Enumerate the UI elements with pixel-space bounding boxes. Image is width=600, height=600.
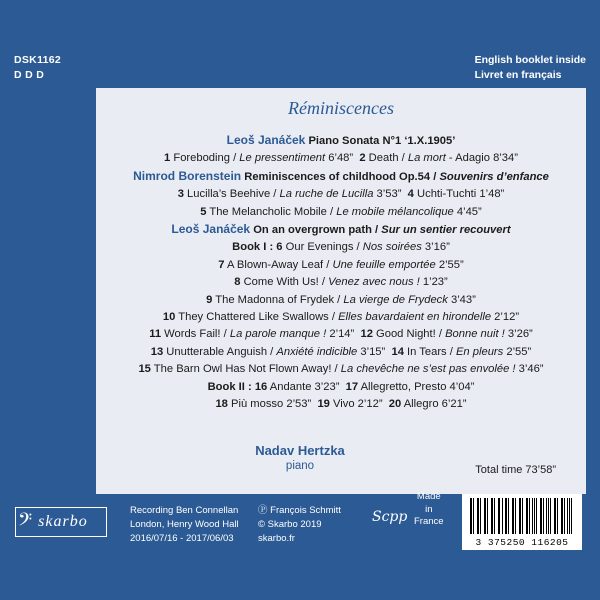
track-row	[96, 396, 586, 413]
booklet-info	[475, 53, 586, 83]
composer: Nimrod Borenstein	[133, 168, 242, 183]
credit-line: Recording Ben Connellan	[130, 505, 239, 516]
made-in-line: France	[414, 516, 444, 527]
track-row	[96, 239, 586, 256]
credit-line: Ⓟ François Schmitt	[258, 505, 341, 516]
work-title-fr: Souvenirs d’enfance	[439, 170, 549, 183]
track-time: 2’55”	[503, 345, 532, 358]
made-in-line: Made	[416, 491, 441, 502]
copyright-credits	[258, 504, 341, 546]
track-title: Uchti-Tuchti 1’48”	[413, 188, 505, 201]
track-time: 2’14”	[326, 328, 355, 341]
track-row	[96, 309, 586, 326]
track-number: 6	[276, 241, 283, 254]
barcode-bar	[532, 498, 533, 534]
catalog-number: DSK1162	[14, 54, 62, 66]
track-title: They Chattered Like Swallows /	[175, 311, 339, 324]
track-number: 19	[317, 398, 330, 411]
track-row	[96, 326, 586, 343]
track-title: Vivo 2’12”	[329, 398, 383, 411]
track-title: Andante 3’23”	[267, 380, 340, 393]
skarbo-logo	[15, 507, 107, 537]
credit-line: 2016/07/16 - 2017/06/03	[130, 533, 234, 544]
track-title: A Blown-Away Leaf /	[224, 258, 333, 271]
book-label: Book II :	[207, 380, 252, 393]
book-label: Book I :	[232, 241, 274, 254]
track-title: Allegretto, Presto 4’04”	[358, 380, 475, 393]
work-title: On an overgrown path /	[253, 224, 382, 237]
track-number: 15	[138, 363, 151, 376]
recording-credits	[130, 504, 239, 546]
track-number: 14	[391, 345, 404, 358]
track-row	[96, 274, 586, 291]
track-title: Good Night! /	[372, 328, 446, 341]
composer: Leoš Janáček	[171, 222, 251, 237]
track-number: 12	[360, 328, 373, 341]
barcode-bar	[484, 498, 485, 534]
track-title: The Madonna of Frydek /	[212, 293, 344, 306]
track-number: 16	[254, 380, 268, 393]
track-title-fr: Le pressentiment	[239, 152, 326, 165]
track-title: The Barn Owl Has Not Flown Away! /	[150, 363, 341, 376]
performer-name: Nadav Hertzka	[255, 443, 345, 458]
track-number: 3	[177, 188, 184, 201]
track-time: - Adagio 8’34”	[445, 152, 518, 165]
track-title-fr: En pleurs	[455, 345, 504, 358]
barcode-bar	[515, 498, 516, 534]
track-time: 2’55”	[435, 258, 464, 271]
booklet-english: English booklet inside	[474, 54, 586, 66]
track-number: 18	[215, 398, 228, 411]
track-number: 8	[234, 276, 241, 289]
track-row	[96, 292, 586, 309]
track-title-fr: La parole manque !	[229, 328, 327, 341]
track-title-fr: La mort	[407, 152, 446, 165]
composer: Leoš Janáček	[226, 133, 306, 147]
track-time: 1’23”	[419, 276, 448, 289]
track-title: Unutterable Anguish /	[163, 345, 277, 358]
track-row	[96, 344, 586, 361]
track-time: 3’15”	[357, 345, 386, 358]
total-time: Total time 73’58”	[475, 464, 556, 476]
track-title-fr: La ruche de Lucilla	[279, 188, 374, 201]
work-heading	[96, 168, 586, 186]
track-number: 10	[162, 311, 176, 324]
ddd-code: D D D	[14, 69, 45, 81]
track-title-fr: Venez avec nous !	[328, 276, 420, 289]
credit-line: London, Henry Wood Hall	[130, 519, 239, 530]
track-time: 2’12”	[491, 311, 520, 324]
track-title: In Tears /	[403, 345, 456, 358]
barcode-bars	[470, 498, 574, 534]
made-in-france	[414, 491, 444, 529]
track-time: 4’45”	[453, 205, 482, 218]
track-title: Come With Us! /	[240, 276, 329, 289]
track-number: 11	[149, 328, 162, 341]
track-number: 13	[150, 345, 164, 358]
barcode-bar	[499, 498, 500, 534]
performer-instrument: piano	[285, 460, 315, 472]
track-time: 3’43”	[447, 293, 476, 306]
track-row	[96, 204, 586, 221]
track-number: 7	[218, 258, 225, 271]
track-number: 5	[200, 205, 207, 218]
performer	[242, 443, 358, 473]
track-time: 3’26”	[504, 328, 533, 341]
track-number: 9	[206, 293, 213, 306]
track-row	[96, 361, 586, 378]
track-title: Lucilla’s Beehive /	[183, 188, 280, 201]
catalog-info	[14, 53, 61, 83]
track-title: Our Evenings /	[282, 241, 363, 254]
track-title-fr: Nos soirées	[362, 241, 422, 254]
track-title: Death /	[365, 152, 408, 165]
tracklist-panel	[96, 88, 586, 494]
track-title-fr: Anxiété indicible	[276, 345, 358, 358]
bass-clef-icon: 𝄢	[18, 509, 33, 535]
barcode-number: 3 375250 116205	[475, 537, 569, 548]
scpp-logo: Scpp	[372, 509, 408, 525]
logo-name: skarbo	[38, 513, 88, 530]
track-row	[96, 257, 586, 274]
work-title: Piano Sonata N°1 ‘1.X.1905’	[308, 135, 456, 147]
track-title-fr: Le mobile mélancolique	[336, 205, 454, 218]
track-title: The Melancholic Mobile /	[206, 205, 337, 218]
track-number: 1	[164, 152, 171, 165]
track-title: Words Fail! /	[161, 328, 230, 341]
track-row	[96, 150, 586, 167]
program	[96, 132, 586, 414]
track-title: Allegro 6’21”	[401, 398, 467, 411]
track-row	[96, 186, 586, 203]
track-title-fr: Une feuille emportée	[332, 258, 436, 271]
track-time: 6’48”	[325, 152, 354, 165]
credit-line: © Skarbo 2019	[258, 519, 322, 530]
work-heading	[96, 132, 586, 150]
track-title: Più mosso 2’53”	[227, 398, 312, 411]
track-title-fr: La chevêche ne s’est pas envolée !	[340, 363, 516, 376]
work-title: Reminiscences of childhood Op.54 /	[244, 170, 440, 183]
barcode-bar	[555, 498, 556, 534]
credit-line: skarbo.fr	[258, 533, 295, 544]
track-title-fr: Elles bavardaient en hirondelle	[338, 311, 492, 324]
track-title: Foreboding /	[170, 152, 240, 165]
booklet-french: Livret en français	[474, 69, 562, 81]
track-number: 4	[407, 188, 414, 201]
album-title: Réminiscences	[288, 98, 394, 118]
track-title-fr: La vierge de Frydeck	[343, 293, 448, 306]
track-number: 17	[345, 380, 359, 393]
work-title-fr: Sur un sentier recouvert	[381, 224, 511, 237]
made-in-line: in	[425, 503, 433, 515]
track-number: 2	[359, 152, 366, 165]
track-time: 3’16”	[421, 241, 450, 254]
track-row	[96, 379, 586, 396]
work-heading	[96, 221, 586, 239]
track-time: 3’46”	[515, 363, 544, 376]
track-number: 20	[388, 398, 402, 411]
track-title-fr: Bonne nuit !	[445, 328, 505, 341]
barcode	[462, 494, 582, 550]
track-time: 3’53”	[373, 188, 402, 201]
